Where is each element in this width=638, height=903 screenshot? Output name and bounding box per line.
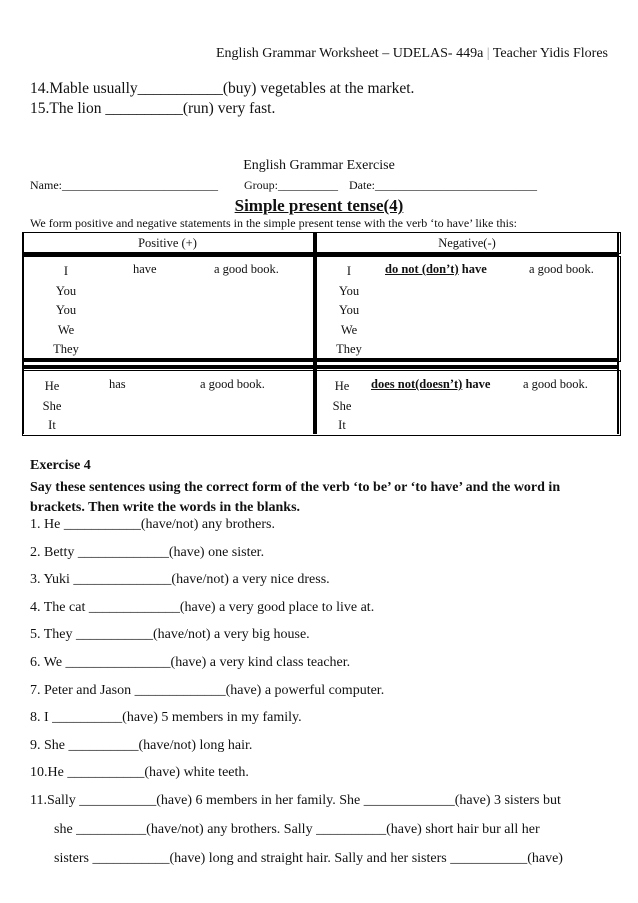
table-divider bbox=[22, 365, 619, 369]
positive-header: Positive (+) bbox=[138, 236, 197, 250]
negative-verb bbox=[385, 262, 487, 277]
exercise-heading: English Grammar Exercise bbox=[243, 158, 395, 173]
exercise-item-9: 9. She __________(have/not) long hair. bbox=[30, 738, 253, 753]
exercise-item-6: 6. We _______________(have) a very kind class teacher. bbox=[30, 655, 351, 670]
object-text: a good book. bbox=[214, 262, 279, 276]
verb-have: have bbox=[133, 262, 157, 276]
exercise-title: Exercise 4 bbox=[30, 458, 91, 473]
pronoun: They bbox=[336, 342, 362, 356]
exercise-item-2: 2. Betty _____________(have) one sister. bbox=[30, 545, 265, 560]
pronoun: We bbox=[340, 322, 358, 337]
exercise-item-11-continuation: sisters ___________(have) long and straight hair. Sally and her sisters ___________(have) bbox=[54, 851, 563, 866]
name-field: Name:__________________________ bbox=[30, 178, 218, 192]
pronoun: They bbox=[53, 342, 79, 356]
pronoun: You bbox=[55, 283, 77, 298]
header-title: English Grammar Worksheet – UDELAS- 449a bbox=[216, 46, 484, 61]
object-text: a good book. bbox=[529, 262, 594, 276]
exercise-item-7: 7. Peter and Jason _____________(have) a powerful computer. bbox=[30, 683, 385, 698]
pronoun: We bbox=[57, 322, 75, 337]
exercise-item-8: 8. I __________(have) 5 members in my family. bbox=[30, 710, 302, 725]
verb-has: has bbox=[109, 377, 126, 391]
pronoun-list-positive-1 bbox=[40, 262, 92, 360]
header-teacher: Teacher Yidis Flores bbox=[492, 46, 608, 61]
negative-main-verb: have bbox=[461, 262, 487, 276]
exercise-item-11: 11.Sally ___________(have) 6 members in her family. She _____________(have) 3 sisters but bbox=[30, 793, 561, 808]
pronoun: She bbox=[332, 398, 352, 413]
intro-text: We form positive and negative statements in the simple present tense with the verb ‘to have’ like this: bbox=[30, 216, 518, 230]
object-text: a good book. bbox=[200, 377, 265, 391]
negative-auxiliary: does not(doesn’t) bbox=[371, 377, 463, 391]
pronoun: It bbox=[338, 418, 346, 432]
pronoun-list-negative-1 bbox=[328, 262, 370, 360]
object-text: a good book. bbox=[523, 377, 588, 391]
pronoun: I bbox=[63, 264, 69, 278]
carryover-line-15: 15.The lion __________(run) very fast. bbox=[30, 100, 276, 117]
worksheet-header bbox=[216, 46, 608, 62]
exercise-item-11-continuation: she __________(have/not) any brothers. Sally __________(have) short hair bur all her bbox=[54, 822, 540, 837]
pronoun: She bbox=[42, 398, 62, 413]
pronoun: You bbox=[338, 283, 360, 298]
negative-header: Negative(-) bbox=[438, 236, 496, 250]
pronoun-list-negative-2 bbox=[324, 377, 360, 436]
exercise-item-10: 10.He ___________(have) white teeth. bbox=[30, 765, 249, 780]
header-separator: | bbox=[486, 46, 490, 61]
table-middle-divider bbox=[313, 232, 317, 434]
date-field: Date:___________________________ bbox=[349, 178, 537, 192]
pronoun: It bbox=[48, 418, 56, 432]
exercise-item-5: 5. They ___________(have/not) a very big house. bbox=[30, 627, 310, 642]
section-title: Simple present tense(4) bbox=[234, 196, 404, 215]
pronoun: You bbox=[338, 303, 360, 317]
pronoun: You bbox=[55, 303, 77, 317]
group-field: Group:__________ bbox=[244, 178, 338, 192]
pronoun-list-positive-2 bbox=[34, 377, 70, 436]
table-right-border bbox=[617, 232, 619, 434]
table-left-border bbox=[22, 232, 24, 434]
exercise-item-1: 1. He ___________(have/not) any brothers. bbox=[30, 517, 275, 532]
carryover-line-14: 14.Mable usually___________(buy) vegetables at the market. bbox=[30, 80, 415, 97]
negative-verb bbox=[371, 377, 490, 392]
pronoun: He bbox=[44, 379, 60, 393]
negative-main-verb: have bbox=[465, 377, 491, 391]
exercise-item-3: 3. Yuki ______________(have/not) a very nice dress. bbox=[30, 572, 330, 587]
table-divider bbox=[22, 358, 619, 362]
pronoun: He bbox=[334, 379, 350, 393]
exercise-instructions: Say these sentences using the correct form of the verb ‘to be’ or ‘to have’ and the word in brackets. Then write the words in the blanks. bbox=[30, 480, 561, 515]
exercise-item-4: 4. The cat _____________(have) a very good place to live at. bbox=[30, 600, 375, 615]
pronoun: I bbox=[346, 264, 352, 278]
negative-auxiliary: do not (don’t) bbox=[385, 262, 459, 276]
